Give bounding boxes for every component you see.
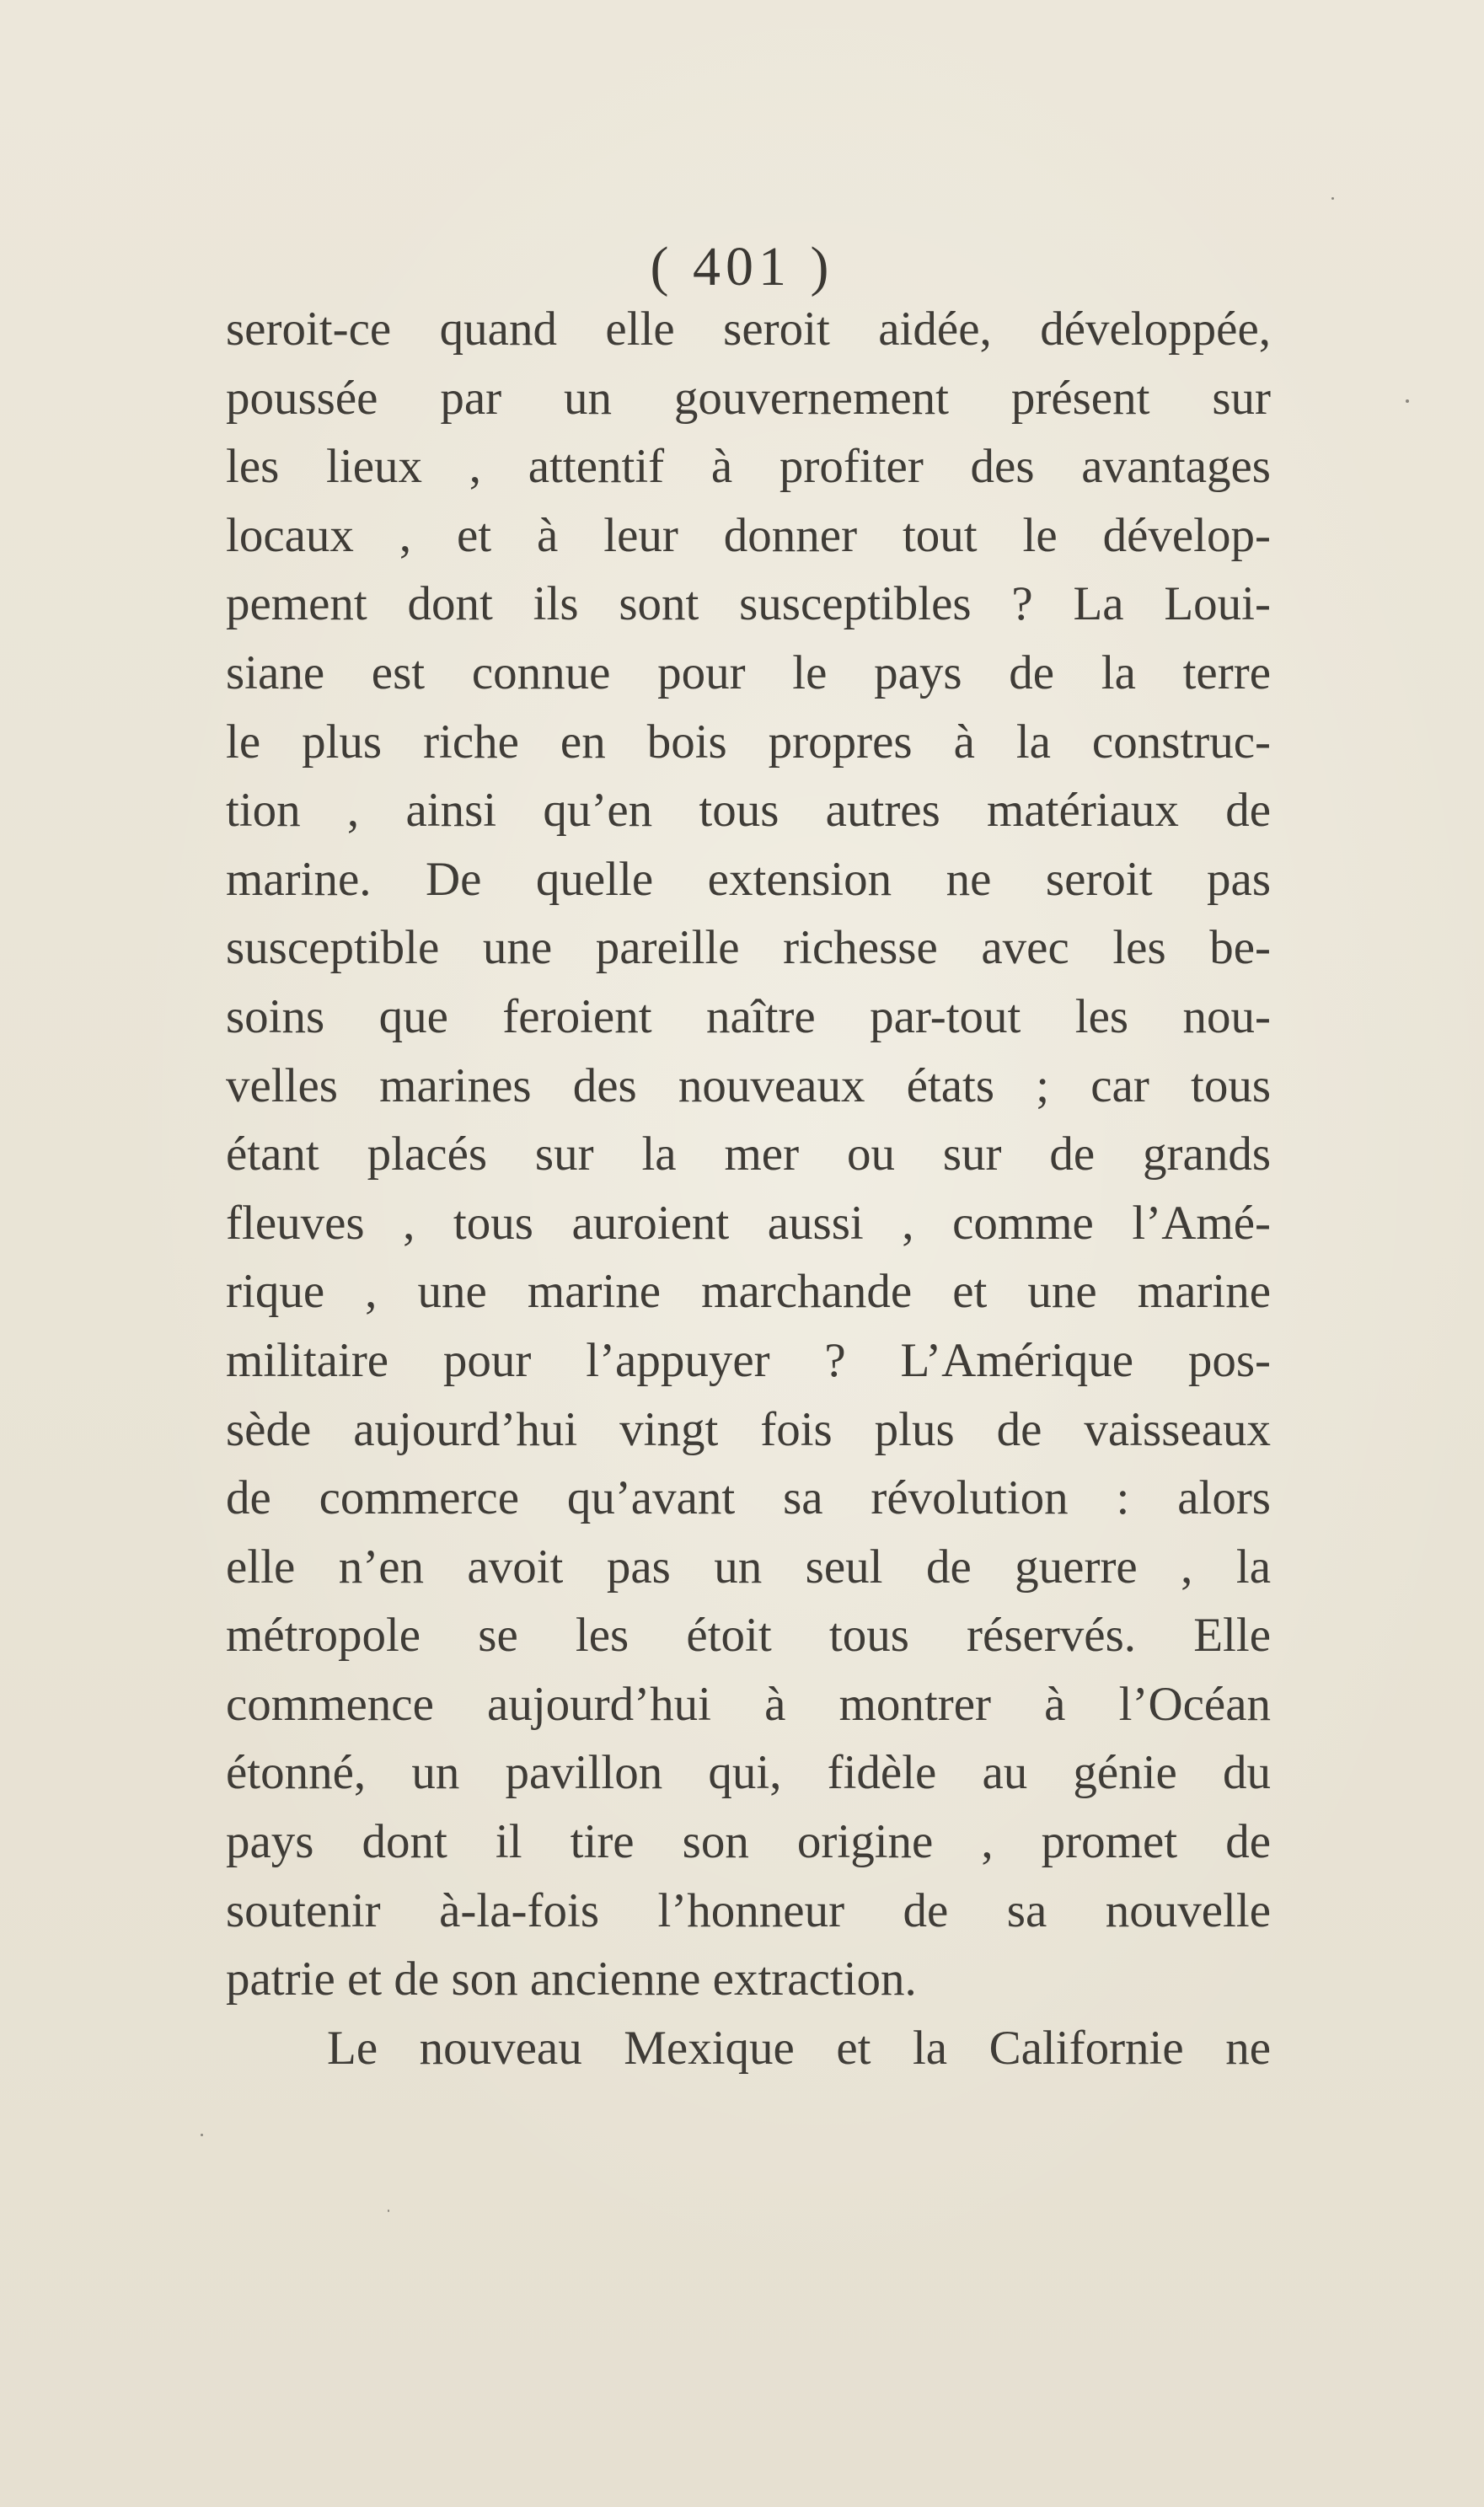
text-line: métropole se les étoit tous réservés. Elle bbox=[226, 1609, 1271, 1663]
text-line: velles marines des nouveaux états ; car tous bbox=[226, 1058, 1271, 1112]
text-line: fleuves , tous auroient aussi , comme l’Amé- bbox=[226, 1196, 1271, 1250]
text-line: étant placés sur la mer ou sur de grands bbox=[226, 1128, 1271, 1181]
paper-speck bbox=[1331, 197, 1334, 200]
text-line: étonné, un pavillon qui, fidèle au génie du bbox=[226, 1746, 1271, 1800]
text-line: siane est connue pour le pays de la terre bbox=[226, 645, 1271, 699]
text-line: soutenir à-la-fois l’honneur de sa nouvelle bbox=[226, 1883, 1271, 1937]
page-number: ( 401 ) bbox=[650, 236, 834, 297]
text-line: soins que feroient naître par-tout les nou- bbox=[226, 989, 1271, 1043]
text-line: commence aujourd’hui à montrer à l’Océan bbox=[226, 1677, 1271, 1731]
text-line: susceptible une pareille richesse avec les be- bbox=[226, 921, 1271, 975]
text-line: marine. De quelle extension ne seroit pas bbox=[226, 852, 1271, 906]
text-line: locaux , et à leur donner tout le dévelop- bbox=[226, 508, 1271, 562]
text-line: poussée par un gouvernement présent sur bbox=[226, 371, 1271, 425]
text-line: seroit-ce quand elle seroit aidée, développée, bbox=[226, 303, 1271, 356]
text-line: tion , ainsi qu’en tous autres matériaux de bbox=[226, 784, 1271, 838]
text-line: les lieux , attentif à profiter des avantages bbox=[226, 440, 1271, 494]
paragraph-end-line: patrie et de son ancienne extraction. bbox=[226, 1953, 917, 2006]
text-line: le plus riche en bois propres à la construc- bbox=[226, 715, 1271, 769]
text-line: militaire pour l’appuyer ? L’Amérique pos- bbox=[226, 1333, 1271, 1387]
paragraph-start-line: Le nouveau Mexique et la Californie ne bbox=[327, 2021, 1271, 2075]
paper-speck bbox=[201, 2134, 203, 2136]
text-line: sède aujourd’hui vingt fois plus de vaisseaux bbox=[226, 1402, 1271, 1456]
text-line: pays dont il tire son origine , promet de bbox=[226, 1815, 1271, 1869]
text-line: elle n’en avoit pas un seul de guerre , la bbox=[226, 1540, 1271, 1594]
text-line: pement dont ils sont susceptibles ? La Loui- bbox=[226, 577, 1271, 631]
page-body-text bbox=[226, 295, 1271, 2082]
text-line: de commerce qu’avant sa révolution : alors bbox=[226, 1471, 1271, 1525]
paper-speck bbox=[388, 2210, 389, 2212]
text-line: rique , une marine marchande et une marine bbox=[226, 1265, 1271, 1319]
paper-speck bbox=[1406, 399, 1409, 403]
